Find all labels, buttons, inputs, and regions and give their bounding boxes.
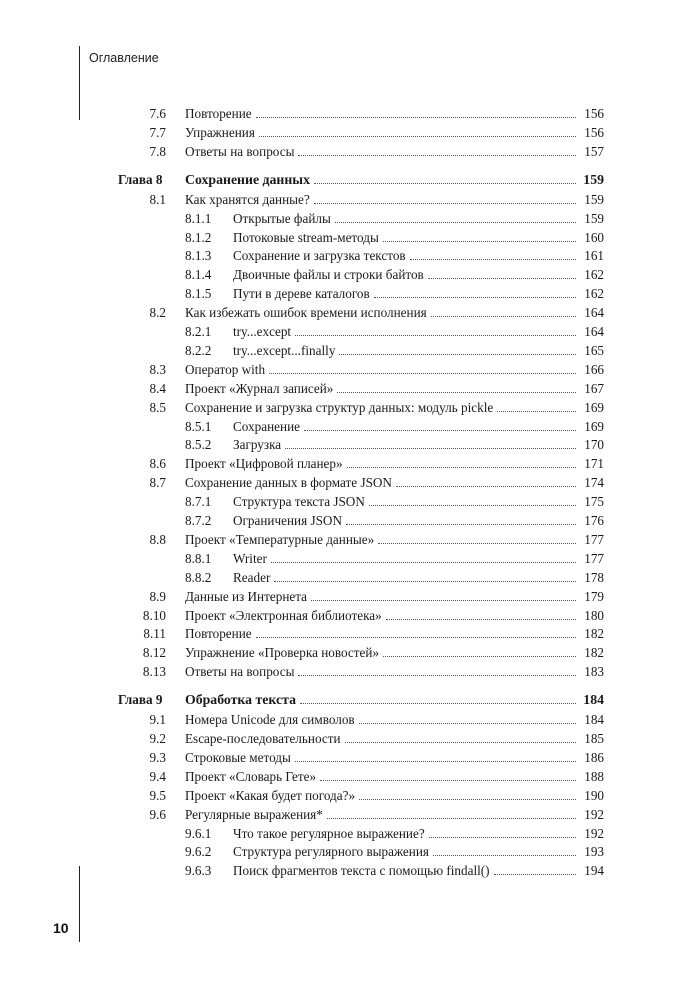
toc-entry-page: 160 <box>584 229 604 245</box>
toc-entry-title: Повторение <box>185 106 252 121</box>
toc-entry-title: Что такое регулярное выражение? <box>233 825 425 841</box>
toc-entry-title: Регулярные выражения* <box>185 806 323 822</box>
dot-leader <box>339 354 576 355</box>
toc-entry-number: 8.12 <box>142 645 166 661</box>
dot-leader <box>314 183 576 184</box>
toc-entry-title: Оператор with <box>185 361 266 377</box>
dot-leader <box>396 486 576 487</box>
toc-entry-page: 171 <box>584 456 604 472</box>
toc-entry[interactable] <box>0 663 682 681</box>
toc-entry-title: Writer <box>233 550 267 566</box>
dot-leader <box>383 241 576 242</box>
toc-entry-page: 183 <box>584 664 604 680</box>
toc-entry-page: 175 <box>584 494 604 510</box>
dot-leader <box>431 316 576 317</box>
toc-entry-title: Ответы на вопросы <box>185 664 295 680</box>
toc-entry-title: Escape-последовательности <box>185 731 341 746</box>
toc-entry[interactable] <box>0 455 682 473</box>
toc-entry[interactable] <box>0 825 682 843</box>
footer-rule <box>79 866 80 942</box>
toc-entry[interactable] <box>0 247 682 265</box>
toc-entry-number: 9.2 <box>149 731 166 746</box>
toc-entry-page: 186 <box>584 749 604 765</box>
toc-entry-number: 8.2.1 <box>185 324 212 339</box>
toc-entry-title: Обработка текста <box>185 692 296 708</box>
toc-entry-title: Сохранение и загрузка текстов <box>233 248 406 264</box>
toc-entry-number: 9.6.2 <box>185 844 212 860</box>
toc-entry-title: Как избежать ошибок времени исполнения <box>185 305 427 321</box>
toc-entry-title: Ответы на вопросы <box>185 143 295 159</box>
toc-entry[interactable] <box>0 229 682 247</box>
toc-entry-page: 157 <box>584 143 604 159</box>
toc-entry-title: try...except <box>233 324 292 339</box>
dot-leader <box>429 837 576 838</box>
toc-entry[interactable] <box>0 711 682 729</box>
dot-leader <box>494 874 576 875</box>
toc-entry-number: 8.11 <box>143 626 166 642</box>
toc-entry-page: 179 <box>584 588 604 604</box>
toc-entry-title: Пути в дереве каталогов <box>233 286 370 302</box>
toc-entry[interactable] <box>0 143 682 161</box>
dot-leader <box>298 675 576 676</box>
toc-entry-number: 8.7.1 <box>185 494 212 510</box>
toc-entry-number: Глава 9 <box>118 692 163 708</box>
dot-leader <box>295 335 576 336</box>
toc-entry-page: 184 <box>584 712 604 728</box>
dot-leader <box>295 761 576 762</box>
toc-entry-title: Упражнение «Проверка новостей» <box>185 645 380 661</box>
toc-entry-page: 159 <box>583 171 604 187</box>
toc-entry-page: 190 <box>584 787 604 803</box>
toc-entry-number: 7.6 <box>149 106 166 121</box>
dot-leader <box>359 799 576 800</box>
toc-entry[interactable] <box>0 493 682 511</box>
toc-entry-title: Загрузка <box>233 437 282 453</box>
toc-entry-page: 192 <box>584 806 604 822</box>
dot-leader <box>274 581 576 582</box>
dot-leader <box>337 392 576 393</box>
dot-leader <box>359 723 576 724</box>
toc-entry-number: 8.1.1 <box>185 210 212 226</box>
dot-leader <box>410 259 576 260</box>
dot-leader <box>256 117 576 118</box>
toc-entry-title: Проект «Журнал записей» <box>185 380 334 396</box>
dot-leader <box>314 203 576 204</box>
toc-entry-title: Проект «Температурные данные» <box>185 531 375 547</box>
toc-entry-title: Открытые файлы <box>233 210 331 226</box>
toc-entry[interactable] <box>0 418 682 436</box>
toc-entry-page: 194 <box>584 863 604 879</box>
toc-entry-page: 193 <box>584 844 604 860</box>
toc-entry-title: Reader <box>233 569 271 585</box>
toc-entry-title: try...except...finally <box>233 342 336 358</box>
dot-leader <box>374 297 576 298</box>
dot-leader <box>433 855 576 856</box>
toc-entry-title: Строковые методы <box>185 749 291 765</box>
toc-entry-number: 8.1 <box>149 191 166 207</box>
toc-entry-page: 156 <box>584 124 604 140</box>
dot-leader <box>311 600 576 601</box>
toc-entry-page: 161 <box>584 248 604 264</box>
dot-leader <box>304 430 576 431</box>
toc-entry-title: Проект «Словарь Гете» <box>185 768 317 784</box>
toc-entry[interactable] <box>0 749 682 767</box>
toc-entry-page: 184 <box>583 692 604 708</box>
toc-entry-page: 177 <box>584 531 604 547</box>
toc-entry-page: 169 <box>584 418 604 434</box>
toc-entry-number: 8.6 <box>149 456 166 472</box>
page-number: 10 <box>53 920 69 936</box>
toc-entry[interactable] <box>0 191 682 209</box>
toc-entry-title: Проект «Электронная библиотека» <box>185 607 382 623</box>
toc-entry[interactable] <box>0 361 682 379</box>
toc-entry-title: Проект «Какая будет погода?» <box>185 787 356 803</box>
toc-entry-number: 8.7 <box>149 475 166 491</box>
toc-entry[interactable] <box>0 843 682 861</box>
toc-entry-page: 156 <box>584 106 604 121</box>
dot-leader <box>327 818 576 819</box>
dot-leader <box>497 411 576 412</box>
dot-leader <box>256 637 576 638</box>
toc-entry-number: 8.2 <box>149 305 166 321</box>
toc-entry-page: 159 <box>584 191 604 207</box>
toc-entry-page: 159 <box>584 210 604 226</box>
toc-entry[interactable] <box>0 124 682 142</box>
toc-entry[interactable] <box>0 105 682 123</box>
toc-entry-number: 8.8.1 <box>185 550 212 566</box>
toc-entry-page: 180 <box>584 607 604 623</box>
toc-entry-page: 178 <box>584 569 604 585</box>
toc-entry-title: Ограничения JSON <box>233 513 342 528</box>
toc-entry-title: Сохранение <box>233 418 300 434</box>
toc-entry-page: 167 <box>584 380 604 396</box>
toc-entry-number: 8.1.4 <box>185 267 212 283</box>
toc-entry[interactable] <box>0 625 682 643</box>
toc-entry-title: Структура текста JSON <box>233 494 365 510</box>
toc-entry-page: 170 <box>584 437 604 453</box>
toc-entry-title: Номера Unicode для символов <box>185 712 355 728</box>
toc-entry-number: 9.6.1 <box>185 825 212 841</box>
toc-entry-number: 8.5.2 <box>185 437 212 453</box>
dot-leader <box>347 467 576 468</box>
dot-leader <box>300 703 576 704</box>
toc-entry-title: Повторение <box>185 626 252 642</box>
toc-entry-number: 8.4 <box>149 380 166 396</box>
dot-leader <box>335 222 576 223</box>
toc-entry[interactable] <box>0 474 682 492</box>
toc-entry[interactable] <box>0 266 682 284</box>
toc-entry[interactable] <box>0 323 682 341</box>
toc-entry[interactable] <box>0 399 682 417</box>
toc-entry[interactable] <box>0 550 682 568</box>
toc-entry[interactable] <box>0 644 682 662</box>
toc-entry-number: 8.7.2 <box>185 513 212 528</box>
toc-entry[interactable] <box>0 569 682 587</box>
toc-entry-page: 174 <box>584 475 604 491</box>
running-header: Оглавление <box>89 51 159 65</box>
toc-entry[interactable] <box>0 607 682 625</box>
toc-entry-page: 166 <box>584 361 604 377</box>
dot-leader <box>346 524 576 525</box>
dot-leader <box>378 543 576 544</box>
toc-entry-title: Сохранение данных <box>185 171 310 187</box>
toc-entry-number: 9.6.3 <box>185 863 212 879</box>
dot-leader <box>269 373 576 374</box>
toc-entry[interactable] <box>0 531 682 549</box>
toc-entry-number: 7.7 <box>149 124 166 140</box>
toc-entry[interactable] <box>0 304 682 322</box>
toc-entry[interactable] <box>0 285 682 303</box>
toc-entry-number: 9.6 <box>149 806 166 822</box>
toc-entry-title: Поиск фрагментов текста с помощью findall() <box>233 863 490 879</box>
dot-leader <box>285 448 576 449</box>
dot-leader <box>345 742 576 743</box>
toc-entry-page: 177 <box>584 550 604 566</box>
toc-entry-title: Упражнения <box>185 124 255 140</box>
toc-entry-page: 164 <box>584 305 604 321</box>
toc-entry[interactable] <box>0 787 682 805</box>
toc-entry-number: 8.1.5 <box>185 286 212 302</box>
toc-entry-number: 9.4 <box>149 768 166 784</box>
toc-entry[interactable] <box>0 512 682 530</box>
dot-leader <box>320 780 576 781</box>
dot-leader <box>298 155 576 156</box>
dot-leader <box>428 278 576 279</box>
toc-entry-number: 8.8 <box>149 531 166 547</box>
toc-entry-number: 8.3 <box>149 361 166 377</box>
toc-entry-title: Потоковые stream-методы <box>233 229 379 245</box>
toc-entry-title: Структура регулярного выражения <box>233 844 429 860</box>
toc-entry-page: 162 <box>584 267 604 283</box>
toc-entry-number: 8.9 <box>149 588 166 604</box>
toc-entry-page: 185 <box>584 731 604 746</box>
dot-leader <box>259 136 576 137</box>
toc-entry-page: 165 <box>584 342 604 358</box>
toc-entry-number: Глава 8 <box>118 171 163 187</box>
toc-entry[interactable] <box>0 342 682 360</box>
toc-entry-page: 182 <box>584 626 604 642</box>
dot-leader <box>383 656 576 657</box>
toc-entry-page: 176 <box>584 513 604 528</box>
dot-leader <box>271 562 576 563</box>
toc-chapter[interactable] <box>0 691 682 709</box>
toc-entry-number: 9.1 <box>149 712 166 728</box>
toc-entry[interactable] <box>0 730 682 748</box>
toc-entry-page: 169 <box>584 399 604 415</box>
dot-leader <box>369 505 576 506</box>
toc-entry-number: 8.10 <box>142 607 166 623</box>
toc-entry-title: Как хранятся данные? <box>185 191 310 207</box>
toc-entry-number: 8.1.2 <box>185 229 212 245</box>
toc-entry-title: Проект «Цифровой планер» <box>185 456 343 472</box>
toc-entry[interactable] <box>0 768 682 786</box>
toc-entry-title: Данные из Интернета <box>185 588 308 604</box>
toc-entry-number: 7.8 <box>149 143 166 159</box>
toc-entry-page: 164 <box>584 324 604 339</box>
toc-entry-page: 162 <box>584 286 604 302</box>
toc-entry[interactable] <box>0 588 682 606</box>
toc-entry-number: 8.5.1 <box>185 418 212 434</box>
toc-entry-title: Двоичные файлы и строки байтов <box>233 267 424 283</box>
toc-entry-number: 8.2.2 <box>185 342 212 358</box>
toc-entry-number: 8.13 <box>142 664 166 680</box>
toc-entry[interactable] <box>0 380 682 398</box>
toc-entry-number: 9.3 <box>149 749 166 765</box>
toc-entry[interactable] <box>0 210 682 228</box>
toc-entry-number: 8.5 <box>149 399 166 415</box>
toc-entry-page: 182 <box>584 645 604 661</box>
toc-entry[interactable] <box>0 436 682 454</box>
toc-entry-number: 9.5 <box>149 787 166 803</box>
dot-leader <box>386 619 576 620</box>
toc-entry-title: Сохранение и загрузка структур данных: модуль pickle <box>185 399 494 415</box>
toc-chapter[interactable] <box>0 171 682 189</box>
toc-entry-page: 188 <box>584 768 604 784</box>
toc-entry-number: 8.8.2 <box>185 569 212 585</box>
toc-entry[interactable] <box>0 862 682 880</box>
toc-entry-page: 192 <box>584 825 604 841</box>
toc-entry[interactable] <box>0 806 682 824</box>
toc-entry-title: Сохранение данных в формате JSON <box>185 475 392 491</box>
toc-entry-number: 8.1.3 <box>185 248 212 264</box>
